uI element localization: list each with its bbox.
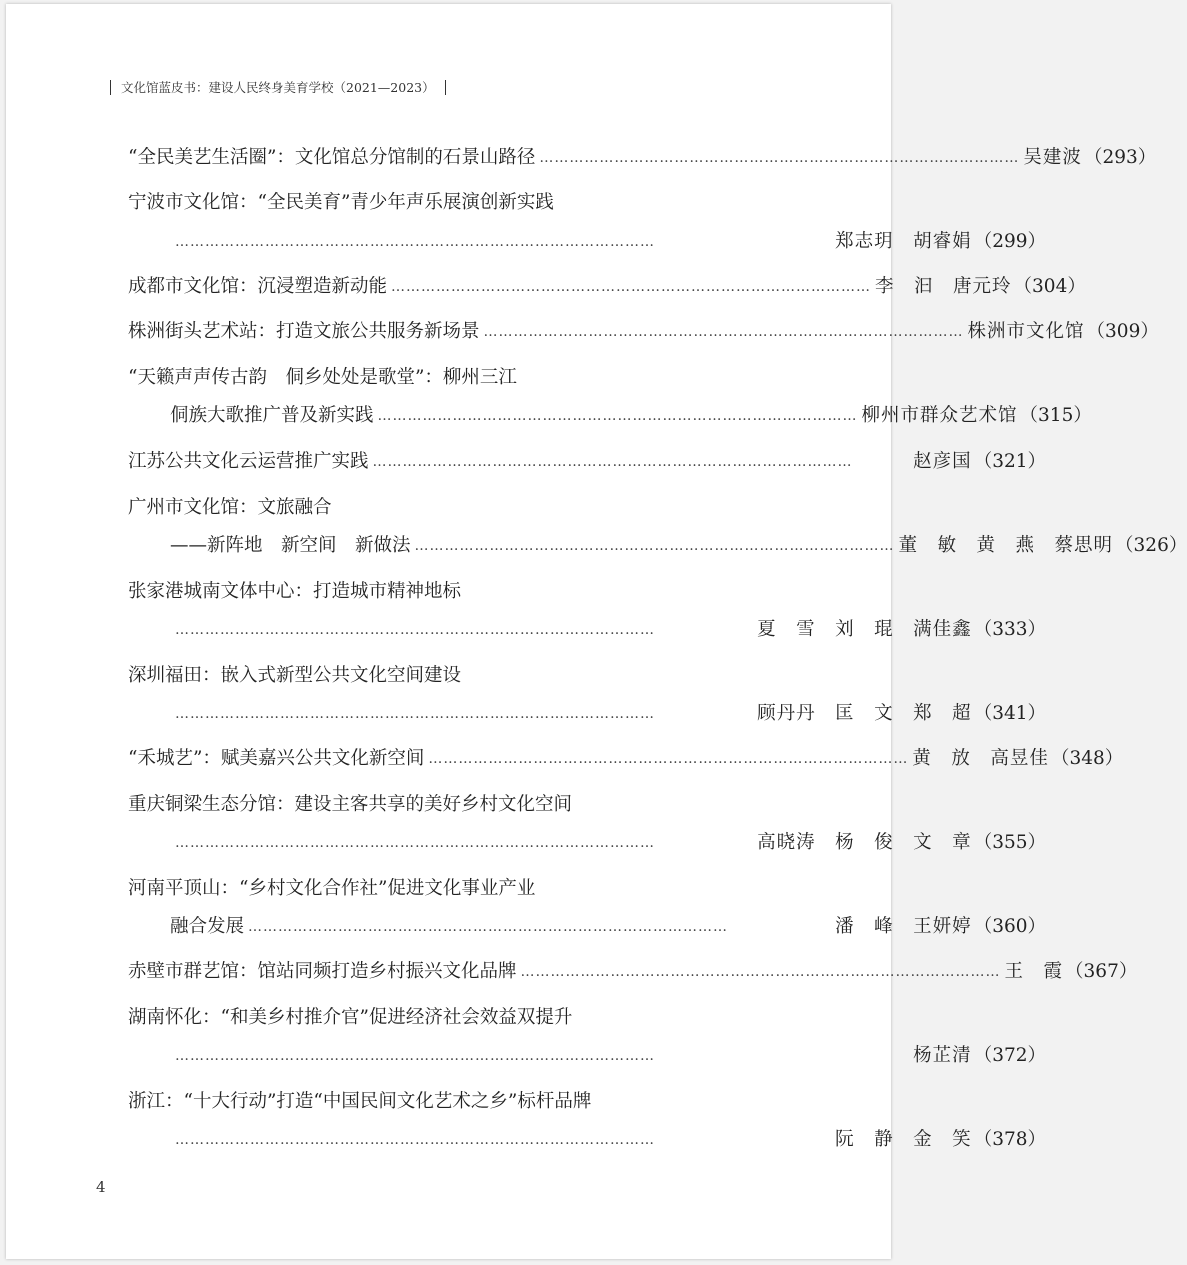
- toc-entry-title-continued: 融合发展: [170, 916, 245, 937]
- toc-entry-title-continued: 侗族大歌推广普及新实践: [170, 405, 374, 426]
- toc-leader: ……………………………………………………………………………………: [175, 234, 655, 250]
- toc-entry-title: 浙江：“十大行动”打造“中国民间文化艺术之乡”标杆品牌: [128, 1091, 592, 1112]
- toc-entry-continuation: [170, 402, 1092, 430]
- toc-entry-title-line: [128, 1088, 591, 1116]
- toc-entry-continuation: [170, 532, 1187, 560]
- toc-entry-title-line: [128, 364, 517, 392]
- toc-entry-page: （341）: [973, 703, 1046, 724]
- toc-entry-title-line: [128, 578, 461, 606]
- toc-leader: ……………………………………………………………………………………: [428, 751, 909, 767]
- toc-leader: ……………………………………………………………………………………: [248, 919, 729, 935]
- toc-entry-page: （309）: [1086, 321, 1159, 342]
- toc-entry-title: 湖南怀化：“和美乡村推介官”促进经济社会效益双提升: [128, 1007, 573, 1028]
- toc-entry-page: （321）: [973, 451, 1046, 472]
- toc-entry-title: 株洲街头艺术站：打造文旅公共服务新场景: [128, 321, 480, 342]
- toc-entry-page: （378）: [973, 1129, 1046, 1150]
- toc-leader: ……………………………………………………………………………………: [175, 706, 655, 722]
- toc-entry-title: 深圳福田：嵌入式新型公共文化空间建设: [128, 665, 462, 686]
- toc-entry-title: “天籁声声传古韵 侗乡处处是歌堂”：柳州三江: [128, 367, 517, 388]
- toc-entry-author: 高晓涛 杨 俊 文 章: [757, 832, 972, 853]
- toc-entry-continuation: [175, 700, 1046, 728]
- toc-entry-continuation: [175, 1126, 1046, 1154]
- toc-entry-author: 杨芷清: [913, 1045, 972, 1066]
- toc-leader: ……………………………………………………………………………………: [539, 150, 1020, 166]
- toc-entry-page: （293）: [1083, 147, 1157, 168]
- toc-entry-author: 王 霞: [1004, 961, 1064, 982]
- toc-leader: ……………………………………………………………………………………: [175, 622, 655, 638]
- toc-entry-page: （333）: [973, 619, 1046, 640]
- toc-entry-author: 李 汩 唐元玲: [875, 276, 1012, 297]
- toc-entry-author: 顾丹丹 匡 文 郑 超: [757, 703, 972, 724]
- toc-entry-author: 夏 雪 刘 琨 满佳鑫: [757, 619, 972, 640]
- toc-entry: [128, 273, 1086, 301]
- toc-entry-title: 宁波市文化馆：“全民美育”青少年声乐展演创新实践: [128, 192, 554, 213]
- toc-entry-title: 成都市文化馆：沉浸塑造新动能: [128, 276, 388, 297]
- toc-entry: [128, 745, 1124, 773]
- toc-entry-author: 吴建波: [1023, 147, 1082, 168]
- toc-leader: ……………………………………………………………………………………: [520, 964, 1001, 980]
- toc-entry-title-line: [128, 875, 535, 903]
- toc-entry-page: （299）: [973, 231, 1046, 252]
- toc-entry-title: 重庆铜梁生态分馆：建设主客共享的美好乡村文化空间: [128, 794, 573, 815]
- toc-entry-title: 江苏公共文化云运营推广实践: [128, 451, 369, 472]
- toc-entry-title: “全民美艺生活圈”：文化馆总分馆制的石景山路径: [128, 147, 536, 168]
- toc-entry-continuation: [175, 228, 1046, 256]
- toc-entry-author: 柳州市群众艺术馆: [861, 405, 1018, 426]
- toc-entry-page: （367）: [1065, 961, 1138, 982]
- toc-entry-page: （326）: [1115, 535, 1187, 556]
- toc-entry-title-line: [128, 662, 461, 690]
- toc-entry-author: 董 敏 黄 燕 蔡思明: [898, 535, 1114, 556]
- toc-leader: ……………………………………………………………………………………: [175, 1132, 655, 1148]
- toc-leader: ……………………………………………………………………………………: [377, 408, 858, 424]
- toc-entry-title-continued: ——新阵地 新空间 新做法: [170, 535, 411, 556]
- toc-entry-title: “禾城艺”：赋美嘉兴公共文化新空间: [128, 748, 425, 769]
- toc-entry-title-line: [128, 494, 332, 522]
- toc-leader: ……………………………………………………………………………………: [391, 279, 872, 295]
- toc-entry-author: 郑志玥 胡睿娟: [835, 231, 972, 252]
- toc-entry-page: （348）: [1050, 748, 1124, 769]
- toc-leader: ……………………………………………………………………………………: [483, 324, 964, 340]
- toc-entry-title-line: [128, 1004, 572, 1032]
- toc-entry-page: （315）: [1019, 405, 1092, 426]
- toc-entry-author: 潘 峰 王妍婷: [835, 916, 972, 937]
- toc-leader: ……………………………………………………………………………………: [175, 1048, 655, 1064]
- toc-entry-title-line: [128, 189, 554, 217]
- toc-entry-page: （304）: [1013, 276, 1086, 297]
- toc-entry-title-line: [128, 791, 572, 819]
- toc-entry-page: （355）: [973, 832, 1046, 853]
- toc-entry-continuation: [175, 616, 1046, 644]
- toc-leader: ……………………………………………………………………………………: [414, 538, 895, 554]
- toc-entry-title: 赤壁市群艺馆：馆站同频打造乡村振兴文化品牌: [128, 961, 517, 982]
- toc-entry-page: （360）: [973, 916, 1046, 937]
- toc-entry-author: 赵彦国: [913, 451, 972, 472]
- toc-entry-continuation: [170, 913, 1046, 941]
- page-number: 4: [96, 1178, 106, 1196]
- toc-entry-author: 株洲市文化馆: [967, 321, 1085, 342]
- toc-entry: [128, 448, 1046, 476]
- toc-entry: [128, 958, 1138, 986]
- toc-entry-continuation: [175, 829, 1046, 857]
- toc-entry-author: 阮 静 金 笑: [835, 1129, 972, 1150]
- toc-entry: [128, 144, 1157, 172]
- toc-entry-author: 黄 放 高昱佳: [912, 748, 1049, 769]
- toc-leader: ……………………………………………………………………………………: [372, 454, 853, 470]
- toc-entry-title: 广州市文化馆：文旅融合: [128, 497, 332, 518]
- toc-entry-page: （372）: [973, 1045, 1046, 1066]
- toc-entry-title: 张家港城南文体中心：打造城市精神地标: [128, 581, 462, 602]
- running-head-title: 文化馆蓝皮书：建设人民终身美育学校（2021—2023）: [121, 80, 435, 95]
- toc-leader: ……………………………………………………………………………………: [175, 835, 655, 851]
- toc-entry-continuation: [175, 1042, 1046, 1070]
- toc-entry-title: 河南平顶山：“乡村文化合作社”促进文化事业产业: [128, 878, 536, 899]
- toc-entry: [128, 318, 1159, 346]
